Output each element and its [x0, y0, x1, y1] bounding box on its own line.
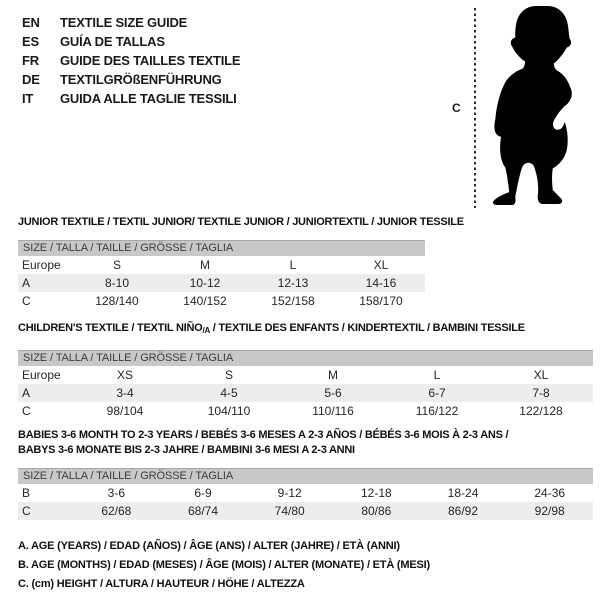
table-cell: 92/98: [534, 504, 565, 518]
table-cell: 62/68: [101, 504, 132, 518]
language-title-list: [22, 13, 240, 108]
language-code: ES: [22, 34, 39, 49]
table-cell: 104/110: [207, 404, 251, 418]
height-measure-label: C: [452, 101, 461, 115]
footnotes: [18, 537, 430, 594]
size-header-bar: SIZE / TALLA / TAILLE / GRÖSSE / TAGLIA: [18, 240, 425, 256]
table-cell: 9-12: [277, 486, 302, 500]
row-label: Europe: [22, 258, 61, 272]
table-cell: 80/86: [361, 504, 392, 518]
table-row: [18, 274, 425, 292]
table-cell: 140/152: [183, 294, 227, 308]
children-size-table: [18, 350, 593, 420]
table-cell: 110/116: [312, 404, 354, 418]
table-cell: 10-12: [189, 276, 221, 290]
section-title-babies: [18, 428, 508, 458]
junior-table-body: [18, 256, 425, 310]
table-cell: 152/158: [271, 294, 315, 308]
footnote-height-cm: C. (cm) HEIGHT / ALTURA / HAUTEUR / HÖHE / ALTEZZA: [18, 578, 305, 590]
row-label: Europe: [22, 368, 61, 382]
section-title-children-text: / TEXTILE DES ENFANTS / KINDERTEXTIL / BAMBINI TESSILE: [209, 322, 525, 334]
table-row: [18, 256, 425, 274]
section-title-children: [18, 321, 525, 338]
table-cell: L: [289, 258, 297, 272]
guide-title: GUÍA DE TALLAS: [60, 34, 165, 49]
junior-size-table: [18, 240, 425, 310]
table-cell: 12-13: [277, 276, 309, 290]
section-title-children-text: CHILDREN'S TEXTILE / TEXTIL NIÑO: [18, 322, 203, 334]
table-cell: 8-10: [104, 276, 130, 290]
table-cell: S: [224, 368, 233, 382]
height-measure-line: [474, 8, 476, 208]
table-cell: 98/104: [106, 404, 144, 418]
section-title-babies-line2: BABYS 3-6 MONATE BIS 2-3 JAHRE / BAMBINI 3-6 MESI A 2-3 ANNI: [18, 444, 355, 456]
children-table-body: [18, 366, 593, 420]
row-label: C: [22, 294, 31, 308]
table-cell: 18-24: [447, 486, 479, 500]
row-label: C: [22, 404, 31, 418]
table-cell: 7-8: [532, 386, 550, 400]
babies-size-table: [18, 468, 593, 520]
table-cell: M: [328, 368, 338, 382]
language-row: [22, 13, 240, 32]
table-cell: 5-6: [324, 386, 342, 400]
table-cell: 122/128: [519, 404, 563, 418]
table-cell: XS: [116, 368, 133, 382]
table-cell: 24-36: [534, 486, 566, 500]
table-cell: M: [200, 258, 210, 272]
table-cell: XL: [533, 368, 549, 382]
table-cell: XL: [373, 258, 389, 272]
guide-title: GUIDA ALLE TAGLIE TESSILI: [60, 91, 237, 106]
table-row: [18, 292, 425, 310]
language-row: [22, 32, 240, 51]
row-label: A: [22, 386, 31, 400]
row-label: C: [22, 504, 31, 518]
table-row: [18, 402, 593, 420]
language-row: [22, 70, 240, 89]
size-header-bar: SIZE / TALLA / TAILLE / GRÖSSE / TAGLIA: [18, 350, 593, 366]
section-title-children-subscript: /A: [202, 326, 210, 335]
guide-title: TEXTILE SIZE GUIDE: [60, 15, 188, 30]
language-code: EN: [22, 15, 40, 30]
table-cell: S: [112, 258, 121, 272]
section-title-junior: JUNIOR TEXTILE / TEXTIL JUNIOR/ TEXTILE JUNIOR / JUNIORTEXTIL / JUNIOR TESSILE: [18, 216, 464, 228]
babies-table-body: [18, 484, 593, 520]
table-cell: 6-9: [194, 486, 212, 500]
row-label: B: [22, 486, 31, 500]
table-cell: 3-6: [107, 486, 125, 500]
table-cell: 4-5: [220, 386, 238, 400]
table-cell: 74/80: [274, 504, 305, 518]
footnote-age-years: A. AGE (YEARS) / EDAD (AÑOS) / ÂGE (ANS) / ALTER (JAHRE) / ETÀ (ANNI): [18, 540, 400, 552]
table-cell: 158/170: [359, 294, 403, 308]
table-cell: 14-16: [365, 276, 397, 290]
section-title-babies-line1: BABIES 3-6 MONTH TO 2-3 YEARS / BEBÉS 3-6 MESES A 2-3 AÑOS / BÉBÉS 3-6 MOIS À 2-3 ANS /: [18, 429, 509, 441]
table-cell: 3-4: [116, 386, 134, 400]
guide-title: GUIDE DES TAILLES TEXTILE: [60, 53, 241, 68]
table-cell: 116/122: [415, 404, 459, 418]
table-cell: 86/92: [448, 504, 479, 518]
footnote-age-months: B. AGE (MONTHS) / EDAD (MESES) / ÂGE (MOIS) / ALTER (MONATE) / ETÀ (MESI): [18, 559, 430, 571]
table-row: [18, 484, 593, 502]
table-row: [18, 366, 593, 384]
guide-title: TEXTILGRÖßENFÜHRUNG: [60, 72, 222, 87]
table-cell: 12-18: [361, 486, 392, 500]
table-cell: 68/74: [187, 504, 219, 518]
table-cell: 6-7: [428, 386, 446, 400]
table-row: [18, 502, 593, 520]
row-label: A: [22, 276, 31, 290]
size-header-bar: SIZE / TALLA / TAILLE / GRÖSSE / TAGLIA: [18, 468, 593, 484]
baby-silhouette-icon: [486, 6, 580, 206]
table-cell: 128/140: [95, 294, 139, 308]
language-row: [22, 89, 240, 108]
language-code: IT: [22, 91, 34, 106]
language-code: FR: [22, 53, 39, 68]
table-row: [18, 384, 593, 402]
language-code: DE: [22, 72, 40, 87]
language-row: [22, 51, 240, 70]
table-cell: L: [433, 368, 441, 382]
